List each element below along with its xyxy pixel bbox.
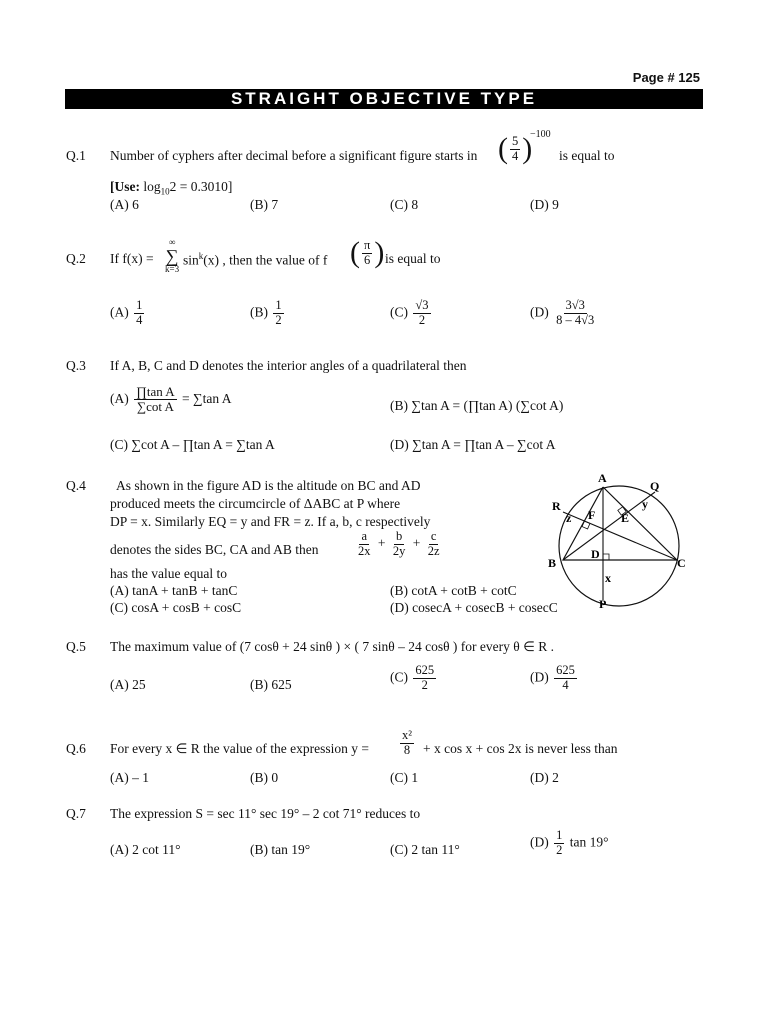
option-c: (C) 8 — [390, 197, 419, 212]
question-number: Q.2 — [66, 251, 86, 266]
question-number: Q.3 — [66, 358, 86, 373]
option-c: (C) $\frac{625}{2}$ — [390, 663, 435, 692]
question-tail: is equal to — [385, 251, 441, 266]
option-b: (B) 7 — [250, 197, 279, 212]
question-text: has the value equal to — [110, 566, 227, 581]
option-c: (C) $\frac{√3}{2}$ — [390, 298, 429, 327]
label-d: D — [591, 547, 600, 561]
label-x: x — [605, 571, 611, 585]
option-d: (D) $\frac{1}{2}$ tan 19° — [530, 828, 609, 857]
page-number: Page # 125 — [632, 70, 700, 85]
label-f: F — [588, 508, 596, 522]
option-b: (B) 625 — [250, 677, 292, 692]
option-d: (D) 2 — [530, 770, 559, 785]
question-text: The maximum value of (7 cosθ + 24 sinθ ) × ( 7 sinθ – 24 cosθ ) for every θ ∈ R . — [110, 639, 554, 654]
question-expression: ( $\frac{\pi}{6}$ ) — [350, 236, 385, 269]
question-text: If f(x) = — [110, 251, 154, 266]
label-p: P — [599, 597, 607, 610]
label-c: C — [677, 556, 686, 570]
option-a: (A) tanA + tanB + tanC — [110, 583, 238, 598]
option-b: (B) tan 19° — [250, 842, 311, 857]
geometry-figure — [545, 470, 695, 610]
label-z: z — [566, 511, 572, 525]
question-text: As shown in the figure AD is the altitude on BC and AD — [116, 478, 421, 493]
question-tail: is equal to — [559, 148, 615, 163]
question-text: The expression S = sec 11° sec 19° – 2 cot 71° reduces to — [110, 806, 421, 821]
question-text: denotes the sides BC, CA and AB then — [110, 542, 319, 557]
exponent: −100 — [530, 129, 551, 140]
option-a: (A) $\frac{1}{4}$ — [110, 298, 143, 327]
question-text: + x cos x + cos 2x is never less than — [423, 741, 618, 756]
option-d: (D) ∑tan A = ∏tan A – ∑cot A — [390, 437, 556, 452]
question-text: $\sin^k(x)$ , then the value of f — [183, 251, 328, 268]
option-c: (C) 2 tan 11° — [390, 842, 460, 857]
question-number: Q.4 — [66, 478, 86, 493]
option-d: (D) $\frac{625}{4}$ — [530, 663, 575, 692]
label-q: Q — [650, 479, 660, 493]
option-b: (B) ∑tan A = (∏tan A) (∑cot A) — [390, 398, 564, 413]
option-d: (D) $\frac{3√3}{8 - 4√3}$ — [530, 298, 595, 327]
option-c: (C) ∑cot A – ∏tan A = ∑tan A — [110, 437, 275, 452]
question-expression: $\frac{\text{x²}}{8}$ — [402, 728, 412, 757]
option-a: (A) 2 cot 11° — [110, 842, 181, 857]
option-d: (D) cosecA + cosecB + cosecC — [390, 600, 558, 615]
label-e: E — [621, 511, 630, 525]
question-number: Q.7 — [66, 806, 86, 821]
question-text: If A, B, C and D denotes the interior angles of a quadrilateral then — [110, 358, 467, 373]
option-b: (B) 0 — [250, 770, 279, 785]
question-text: produced meets the circumcircle of ΔABC at P where — [110, 496, 401, 511]
option-d: (D) 9 — [530, 197, 559, 212]
question-number: Q.5 — [66, 639, 86, 654]
question-expression: $\frac{a}{2x}$ + $\frac{b}{2y}$ + $\frac{c}{2z}$ — [358, 529, 440, 558]
option-a: (A) 6 — [110, 197, 139, 212]
label-a: A — [598, 471, 607, 485]
altitude-cf — [563, 512, 677, 560]
option-b: (B) $\frac{1}{2}$ — [250, 298, 282, 327]
question-text: DP = x. Similarly EQ = y and FR = z. If a, b, c respectively — [110, 514, 431, 529]
label-y: y — [642, 497, 648, 511]
label-b: B — [548, 556, 557, 570]
option-b: (B) cotA + cotB + cotC — [390, 583, 517, 598]
question-number: Q.6 — [66, 741, 86, 756]
question-number: Q.1 — [66, 148, 86, 163]
circumcircle — [559, 486, 679, 606]
question-expression: ( $\frac{5}{4}$ ) — [498, 132, 533, 165]
triangle-abc — [563, 487, 677, 560]
option-a: (A) 25 — [110, 677, 146, 692]
option-a: (A) – 1 — [110, 770, 149, 785]
option-c: (C) 1 — [390, 770, 419, 785]
question-text: For every x ∈ R the value of the expression y = — [110, 741, 369, 756]
question-text: Number of cyphers after decimal before a significant figure starts in — [110, 148, 478, 163]
label-r: R — [552, 499, 561, 513]
section-banner: STRAIGHT OBJECTIVE TYPE — [65, 89, 703, 109]
option-a: (A) $\frac{\text{∏tan A}}{\text{∑cot A}}$ = ∑tan A — [110, 384, 232, 415]
hint: [Use: $\log_{10}2 = 0.3010$] — [110, 179, 233, 197]
option-c: (C) cosA + cosB + cosC — [110, 600, 242, 615]
summation: ∞ ∑ k=3 — [165, 237, 180, 274]
